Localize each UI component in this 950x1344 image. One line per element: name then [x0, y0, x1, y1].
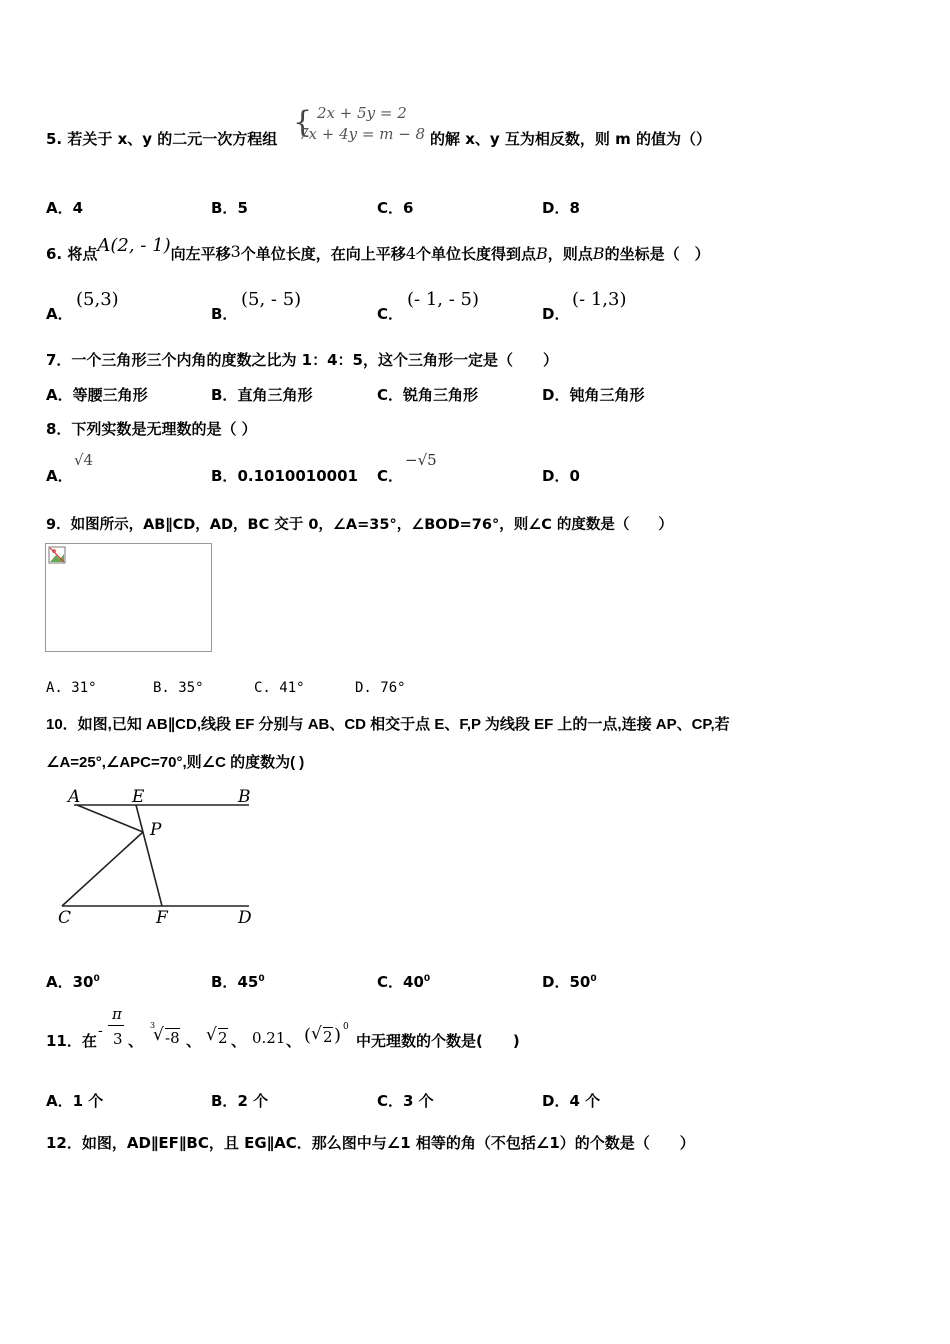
q11-stem-start: 11．在 — [46, 1032, 97, 1050]
q9-option-d: D. 76° — [355, 680, 406, 696]
minus-sign: - — [98, 1023, 103, 1039]
equation-1: 2x + 5y = 2 — [317, 104, 407, 122]
radical-sign-2: √ — [206, 1025, 217, 1045]
q11-option-c: C．3 个 — [377, 1092, 434, 1110]
q5-option-c: C．6 — [377, 199, 414, 217]
q6-option-c: C． — [377, 305, 404, 323]
point-a: A(2, - 1) — [97, 235, 171, 256]
q7-option-d: D．钝角三角形 — [542, 386, 645, 404]
q10-figure — [50, 785, 265, 930]
q5-stem: 5. 若关于 x、y 的二元一次方程组 — [46, 130, 278, 148]
q8-option-d: D．0 — [542, 467, 580, 485]
q10-option-b: B．$45^0$ — [211, 973, 265, 991]
q10-option-c: C．$40^0$ — [377, 973, 431, 991]
q7-option-b: B．直角三角形 — [211, 386, 313, 404]
radical-sign-1: √ — [153, 1025, 164, 1045]
fraction-denominator: 3 — [113, 1030, 123, 1048]
q6-option-d-value: (- 1,3) — [572, 289, 627, 310]
q7-stem: 7．一个三角形三个内角的度数之比为 1：4：5，这个三角形一定是（ ） — [46, 351, 558, 369]
label-a: A — [68, 787, 81, 807]
q10-stem-line2: ∠A=25°,∠APC=70°,则∠C 的度数为( ) — [46, 754, 305, 771]
q10-stem-line1: 10．如图,已知 AB∥CD,线段 EF 分别与 AB、CD 相交于点 E、F,P 为线段 EF 上的一点,连接 AP、CP,若 — [46, 716, 730, 733]
fraction-numerator: π — [112, 1005, 122, 1023]
q5-stem-tail: 的解 x、y 互为相反数，则 m 的值为（） — [430, 130, 711, 148]
label-b: B — [238, 787, 251, 807]
q8-option-c: C． — [377, 467, 404, 485]
sqrt-body: 2 — [218, 1029, 228, 1047]
label-d: D — [238, 908, 252, 928]
q9-option-b: B. 35° — [153, 680, 204, 696]
cube-root-index: 3 — [150, 1021, 156, 1030]
fraction-bar — [108, 1025, 124, 1026]
q6-option-a-value: (5,3) — [76, 289, 119, 310]
label-c: C — [58, 908, 72, 928]
q11-stem-tail: 中无理数的个数是( ) — [356, 1032, 520, 1050]
q5-option-d: D．8 — [542, 199, 580, 217]
q6-stem: 6. 将点A(2, - 1)向左平移3个单位长度，在向上平移4个单位长度得到点B，则点B的坐标是（ ） — [46, 235, 710, 263]
q6-option-b: B． — [211, 305, 238, 323]
q12-stem: 12．如图，AD∥EF∥BC，且 EG∥AC．那么图中与∠1 相等的角（不包括∠1）的个数是（ ） — [46, 1134, 695, 1152]
brace-symbol: { — [293, 105, 313, 140]
q9-option-a: A. 31° — [46, 680, 97, 696]
radical-sign-3: √ — [311, 1024, 322, 1044]
q6-option-b-value: (5, - 5) — [241, 289, 302, 310]
q11-option-d: D．4 个 — [542, 1092, 601, 1110]
label-p: P — [150, 820, 162, 840]
segment-ap — [77, 805, 143, 832]
q8-option-a-value: √4 — [74, 451, 94, 469]
q10-option-d: D．$50^0$ — [542, 973, 597, 991]
broken-image-icon — [48, 546, 66, 564]
q6-option-c-value: (- 1, - 5) — [407, 289, 479, 310]
label-e: E — [132, 787, 145, 807]
q5-equation-system — [293, 104, 428, 146]
decimal-value: 0.21 — [252, 1029, 286, 1047]
q6-option-d: D． — [542, 305, 570, 323]
label-f: F — [156, 908, 168, 928]
q11-option-b: B．2 个 — [211, 1092, 269, 1110]
q9-option-c: C. 41° — [254, 680, 305, 696]
q11-expression: - π 3 、 3 √ -8 、 √ 2 、 0.21 、 ( √ 2 ) 0 — [98, 1005, 349, 1050]
q8-option-c-value: −√5 — [405, 451, 437, 469]
broken-image-placeholder — [45, 543, 212, 652]
q7-option-c: C．锐角三角形 — [377, 386, 479, 404]
q11-option-a: A．1 个 — [46, 1092, 104, 1110]
q8-stem: 8．下列实数是无理数的是（ ） — [46, 420, 257, 438]
q8-option-b: B．0.1010010001 — [211, 467, 358, 485]
q10-option-a: A．$30^0$ — [46, 973, 100, 991]
equation-2: 7x + 4y = m − 8 — [299, 125, 426, 143]
q9-stem: 9．如图所示，AB∥CD，AD，BC 交于 0，∠A=35°，∠BOD=76°，则∠C 的度数是（ ） — [46, 517, 673, 533]
segment-pc — [62, 832, 143, 906]
q8-option-a: A． — [46, 467, 73, 485]
exponent-zero: 0 — [343, 1022, 349, 1032]
q5-option-a: A．4 — [46, 199, 84, 217]
q5-option-b: B．5 — [211, 199, 248, 217]
cube-root-body: -8 — [165, 1029, 180, 1047]
q6-option-a: A． — [46, 305, 73, 323]
q7-option-a: A．等腰三角形 — [46, 386, 148, 404]
